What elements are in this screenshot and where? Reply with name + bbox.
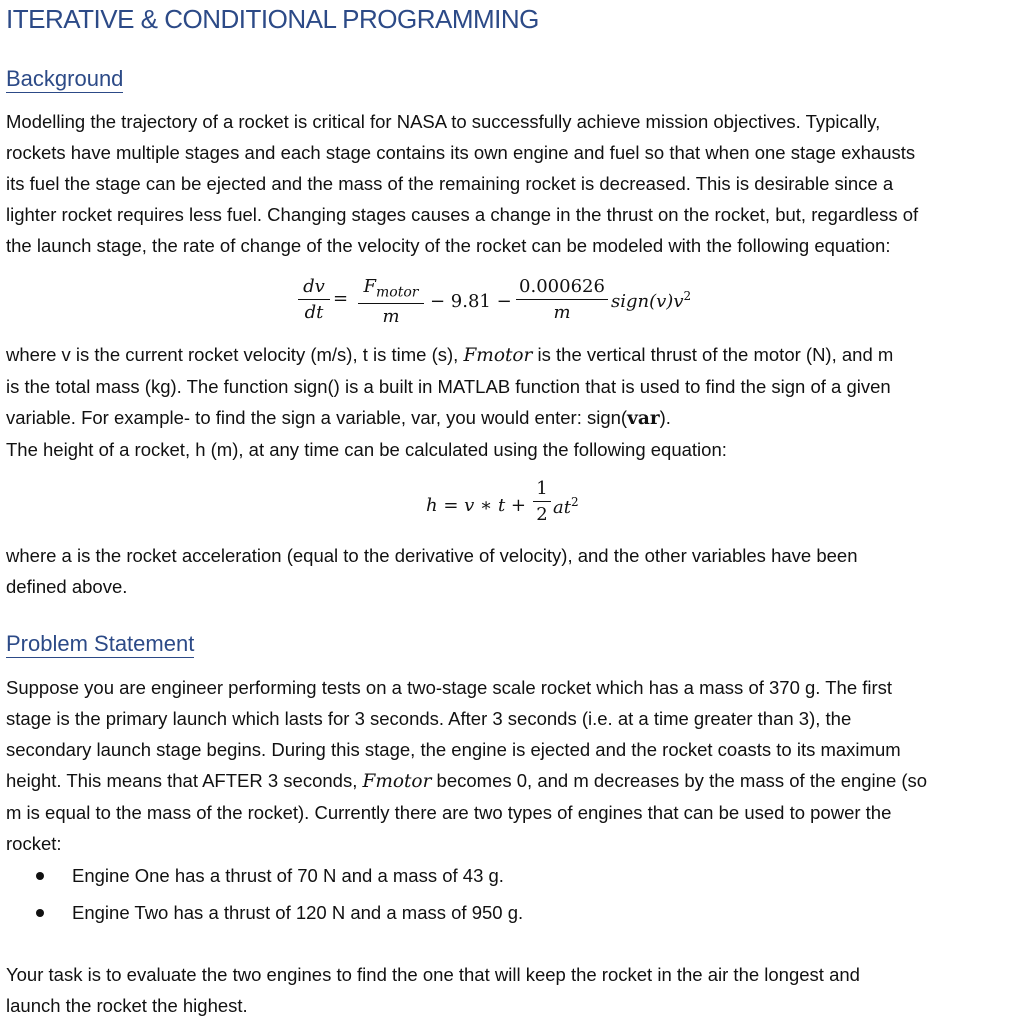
one-numerator: 1 [536,478,548,499]
acceleration-definition-paragraph [6,540,1010,602]
after-line: where a is the rocket acceleration (equal to the derivative of velocity), and the other variables have been [6,545,858,566]
velocity-equation [0,272,1018,332]
two-denominator: 2 [536,504,548,525]
engine-list [30,860,523,934]
problem-line [6,765,1010,797]
explain-line [6,402,1010,434]
fmotor-fraction [358,276,424,327]
list-item [30,897,523,934]
fmotor-inline: Fmotor [463,345,533,366]
bullet-icon [36,909,44,917]
m-denominator: m [553,302,571,323]
problem-line: secondary launch stage begins. During this stage, the engine is ejected and the rocket coasts to its maximum [6,739,901,760]
problem-line: m is equal to the mass of the rocket). Currently there are two types of engines that can be used to power the [6,802,892,823]
m-denominator: m [382,305,400,327]
drag-coefficient: 0.000626 [519,276,605,297]
problem-line: Suppose you are engineer performing tests on a two-stage scale rocket which has a mass of 370 g. The first [6,677,893,698]
dv-numerator: dv [303,276,325,297]
problem-text: becomes 0, and m decreases by the mass of the engine (so [431,770,928,791]
engine-one-text: Engine One has a thrust of 70 N and a mass of 43 g. [72,865,504,886]
fmotor-inline: Fmotor [362,771,432,792]
explain-text: is the vertical thrust of the motor (N), and m [532,344,894,365]
fraction-bar [298,299,330,300]
variable-explanation-paragraph [6,339,1010,465]
acceleration-term [553,495,579,518]
intro-line: the launch stage, the rate of change of the velocity of the rocket can be modeled with the following equation: [6,235,891,256]
drag-fraction [516,276,608,323]
explain-line [6,339,1010,371]
equals-sign: = [333,288,349,309]
bullet-icon [36,872,44,880]
explain-text: ). [659,407,671,428]
explain-text: variable. For example- to find the sign a variable, var, you would enter: sign( [6,407,628,428]
fraction-bar [516,299,608,300]
half-fraction [533,478,551,525]
intro-line: Modelling the trajectory of a rocket is critical for NASA to successfully achieve mission objectives. Typically, [6,111,881,132]
height-lhs: h = v ∗ t + [426,495,527,516]
background-intro-paragraph [6,106,1010,261]
fmotor-numerator [358,276,424,301]
intro-line: lighter rocket requires less fuel. Changing stages causes a change in the thrust on the rocket, but, regardless of [6,204,919,225]
motor-subscript: motor [376,284,419,301]
task-paragraph [6,959,1010,1021]
explain-line: is the total mass (kg). The function sign() is a built in MATLAB function that is used to find the sign of a given [6,376,891,397]
dv-dt-fraction [298,276,330,323]
task-line: Your task is to evaluate the two engines to find the one that will keep the rocket in the air the longest and [6,964,860,985]
task-line: launch the rocket the highest. [6,995,248,1016]
fmotor-symbol: F [363,276,377,297]
explain-text: where v is the current rocket velocity (m/s), t is time (s), [6,344,464,365]
fraction-bar [533,501,551,502]
intro-line: its fuel the stage can be ejected and the mass of the remaining rocket is decreased. This is desirable since a [6,173,894,194]
fraction-bar [358,303,424,304]
problem-paragraph [6,672,1010,859]
sign-v-text: sign(v)v [611,291,684,312]
problem-statement-heading: Problem Statement [6,631,195,656]
height-equation [0,476,1018,536]
problem-line: rocket: [6,833,62,854]
after-line: defined above. [6,576,128,597]
list-item [30,860,523,897]
problem-text: height. This means that AFTER 3 seconds, [6,770,363,791]
explain-line: The height of a rocket, h (m), at any time can be calculated using the following equation: [6,439,727,460]
sign-velocity-term [611,289,691,312]
background-heading: Background [6,66,124,91]
gravity-term: − 9.81 − [430,291,512,312]
square-exponent: 2 [683,289,692,303]
var-bold: var [627,408,660,429]
square-exponent: 2 [570,495,579,509]
engine-two-text: Engine Two has a thrust of 120 N and a mass of 950 g. [72,902,524,923]
at-text: at [553,497,571,518]
dt-denominator: dt [304,302,324,323]
problem-line: stage is the primary launch which lasts for 3 seconds. After 3 seconds (i.e. at a time greater than 3), the [6,708,852,729]
intro-line: rockets have multiple stages and each stage contains its own engine and fuel so that when one stage exhausts [6,142,916,163]
page-title: ITERATIVE & CONDITIONAL PROGRAMMING [6,4,539,34]
